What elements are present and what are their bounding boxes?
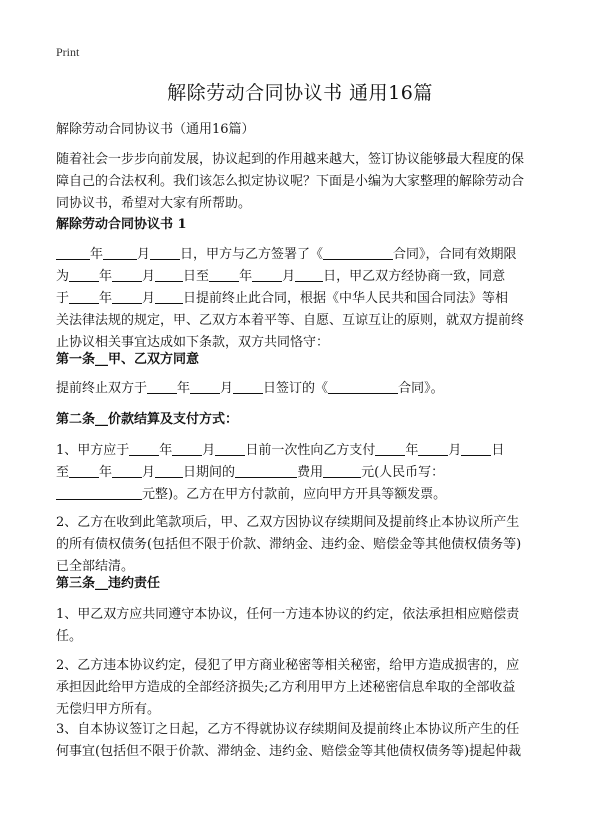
- clause-line: 承担因此给甲方造成的全部经济损失;乙方利用甲方上述秘密信息牟取的全部收益: [56, 680, 516, 695]
- text-fragment: 日前一次性向乙方支付: [245, 443, 376, 458]
- article-3-heading: 第三条__违约责任: [56, 576, 161, 591]
- text-fragment: 为: [56, 269, 70, 284]
- clause-line: 止协议相关事宜达成如下条款，双方共同恪守：: [56, 335, 330, 350]
- text-fragment: 年: [99, 465, 113, 480]
- clause-line: 无偿归甲方所有。: [56, 702, 161, 717]
- text-fragment: 元(人民币写：: [361, 465, 445, 480]
- article-2-paragraph-2: [56, 512, 546, 578]
- clause-line: 已全部结清。: [56, 559, 135, 574]
- text-fragment: 年: [99, 291, 113, 306]
- text-fragment: 年: [177, 381, 191, 396]
- article-3-paragraph-2: [56, 655, 546, 721]
- text-fragment: 日签订的《: [263, 381, 329, 396]
- clause-line: [56, 484, 546, 506]
- section-heading-1: 解除劳动合同协议书 1: [56, 217, 187, 232]
- text-fragment: 月: [448, 443, 462, 458]
- text-fragment: 年: [90, 247, 104, 262]
- clause-line: [56, 440, 546, 462]
- clause-line: 的所有债权债务(包括但不限于价款、滞纳金、违约金、赔偿金等其他债权债务等): [56, 537, 522, 552]
- clause-line: [56, 378, 546, 400]
- clause-line: 2、乙方违本协议约定，侵犯了甲方商业秘密等相关秘密，给甲方造成损害的，应: [56, 658, 520, 673]
- clause-line: [56, 244, 546, 266]
- text-fragment: 1、甲方应于: [56, 443, 130, 458]
- print-link[interactable]: Print: [56, 45, 80, 59]
- text-fragment: 合同》。: [398, 381, 444, 396]
- clause-line: 何事宜(包括但不限于价款、滞纳金、违约金、赔偿金等其他债权债务等)提起仲裁: [56, 744, 522, 759]
- text-fragment: 年: [159, 443, 173, 458]
- document-title: 解除劳动合同协议书 通用16篇: [167, 82, 433, 104]
- text-fragment: 元整)。乙方在甲方付款前，应向甲方开具等额发票。: [142, 487, 447, 502]
- clause-line: 3、自本协议签订之日起，乙方不得就协议存续期间及提前终止本协议所产生的任: [56, 722, 520, 737]
- intro-paragraph: [56, 149, 546, 215]
- text-fragment: 于: [56, 291, 70, 306]
- text-fragment: 日，甲方与乙方签署了《: [180, 247, 324, 262]
- text-fragment: 月: [202, 443, 216, 458]
- text-fragment: 年: [99, 269, 113, 284]
- text-fragment: 日期间的: [183, 465, 236, 480]
- text-fragment: 年: [405, 443, 419, 458]
- text-fragment: 提前终止双方于: [56, 381, 148, 396]
- clause-line: [56, 462, 546, 484]
- intro-line: 随着社会一步步向前发展，协议起到的作用越来越大，签订协议能够最大程度的保: [56, 152, 525, 167]
- article-2-heading: 第二条__价款结算及支付方式：: [56, 412, 239, 427]
- clause-line: 1、甲乙双方应共同遵守本协议，任何一方违本协议的约定，依法承担相应赔偿责: [56, 607, 520, 622]
- text-fragment: 日至: [183, 269, 210, 284]
- text-fragment: 至: [56, 465, 70, 480]
- text-fragment: 月: [282, 269, 296, 284]
- clause-line: 关法律法规的规定，甲、乙双方本着平等、自愿、互谅互让的原则，就双方提前终: [56, 313, 525, 328]
- text-fragment: 年: [239, 269, 253, 284]
- clause-line: 任。: [56, 629, 83, 644]
- article-3-paragraph-3: [56, 719, 546, 763]
- clause-line: [56, 288, 546, 310]
- intro-line: 同协议书，希望对大家有所帮助。: [56, 196, 252, 211]
- clause-paragraph-1: [56, 244, 546, 354]
- text-fragment: 日: [491, 443, 505, 458]
- subtitle: 解除劳动合同协议书（通用16篇）: [56, 122, 255, 137]
- text-fragment: 日，甲乙双方经协商一致，同意: [323, 269, 506, 284]
- text-fragment: 月: [137, 247, 151, 262]
- intro-line: 障自己的合法权利。我们该怎么拟定协议呢？下面是小编为大家整理的解除劳动合: [56, 174, 525, 189]
- text-fragment: 月: [142, 465, 156, 480]
- article-1-text: [56, 378, 546, 400]
- text-fragment: 月: [142, 291, 156, 306]
- text-fragment: 合同》，合同有效期限: [393, 247, 517, 262]
- article-3-paragraph-1: [56, 604, 546, 648]
- clause-line: 2、乙方在收到此笔款项后，甲、乙双方因协议存续期间及提前终止本协议所产生: [56, 515, 520, 530]
- text-fragment: 月: [220, 381, 234, 396]
- text-fragment: 费用: [297, 465, 324, 480]
- article-2-paragraph-1: [56, 440, 546, 506]
- article-1-heading: 第一条__甲、乙双方同意: [56, 352, 200, 367]
- text-fragment: 月: [142, 269, 156, 284]
- text-fragment: 日提前终止此合同，根据《中华人民共和国合同法》等相: [183, 291, 509, 306]
- clause-line: [56, 266, 546, 288]
